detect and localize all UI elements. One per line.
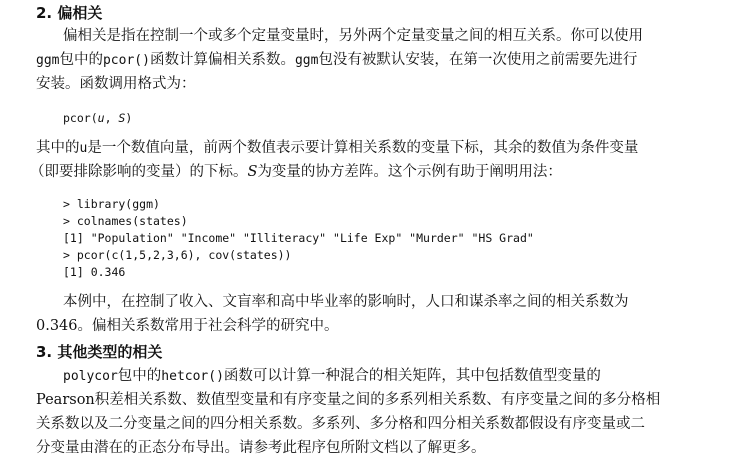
text-span: 为变量的协方差阵。这个示例有助于阐明用法： bbox=[257, 164, 562, 180]
syntax-line bbox=[63, 110, 132, 127]
section-heading-partial-correlation: 2. 偏相关 bbox=[36, 4, 103, 22]
code-line: [1] "Population" "Income" "Illiteracy" "Life Exp" "Murder" "HS Grad" bbox=[63, 231, 534, 245]
inline-code: ggm bbox=[36, 53, 60, 68]
text-span: 是一个数值向量，前两个数值表示要计算相关系数的变量下标，其余的数值为条件变量 bbox=[87, 140, 639, 156]
section-heading-other-correlations: 3. 其他类型的相关 bbox=[36, 343, 163, 361]
inline-code: ggm bbox=[294, 53, 319, 68]
text-span: 包中的 bbox=[117, 368, 162, 384]
paragraph-line: Pearson积差相关系数、数值型变量和有序变量之间的多系列相关系数、有序变量之间的多分格相 bbox=[36, 392, 661, 408]
paragraph-line bbox=[36, 138, 638, 159]
paragraph-line: 分变量由潜在的正态分布导出。请参考此程序包所附文档以了解更多。 bbox=[36, 440, 486, 456]
text-span: 函数可以计算一种混合的相关矩阵，其中包括数值型变量的 bbox=[223, 368, 601, 384]
code-line: > library(ggm) bbox=[63, 197, 160, 211]
inline-code: u bbox=[79, 141, 88, 156]
text-span: 包中的 bbox=[59, 52, 103, 68]
code-span: ) bbox=[125, 111, 133, 125]
italic-var: S bbox=[247, 164, 258, 180]
text-span: 函数计算偏相关系数。 bbox=[149, 52, 295, 68]
inline-code: pcor() bbox=[102, 53, 150, 68]
code-line: > colnames(states) bbox=[63, 214, 188, 228]
text-span: 其中的 bbox=[36, 140, 80, 156]
code-line: [1] 0.346 bbox=[63, 265, 126, 279]
paragraph-line: 0.346。偏相关系数常用于社会科学的研究中。 bbox=[36, 318, 339, 334]
paragraph-line bbox=[30, 162, 562, 182]
paragraph-line: 偏相关是指在控制一个或多个定量变量时，另外两个定量变量之间的相互关系。你可以使用 bbox=[63, 28, 643, 44]
code-span: S bbox=[118, 111, 126, 125]
code-span: u bbox=[97, 111, 105, 125]
inline-code: polycor bbox=[63, 369, 118, 384]
paragraph-line bbox=[36, 50, 637, 71]
code-span: , bbox=[104, 111, 119, 125]
code-line: > pcor(c(1,5,2,3,6), cov(states)) bbox=[63, 248, 292, 262]
text-span: （即要排除影响的变量）的下标。 bbox=[30, 164, 248, 180]
paragraph-line: 本例中，在控制了收入、文盲率和高中毕业率的影响时，人口和谋杀率之间的相关系数为 bbox=[63, 294, 629, 310]
paragraph-line: 关系数以及二分变量之间的四分相关系数。多系列、多分格和四分相关系数都假设有序变量或二 bbox=[36, 416, 645, 432]
inline-code: hetcor() bbox=[161, 369, 224, 384]
text-span: 包没有被默认安装，在第一次使用之前需要先进行 bbox=[318, 52, 638, 68]
paragraph-line bbox=[63, 366, 601, 387]
paragraph-line: 安装。函数调用格式为： bbox=[36, 76, 196, 92]
code-span: pcor( bbox=[63, 111, 98, 125]
